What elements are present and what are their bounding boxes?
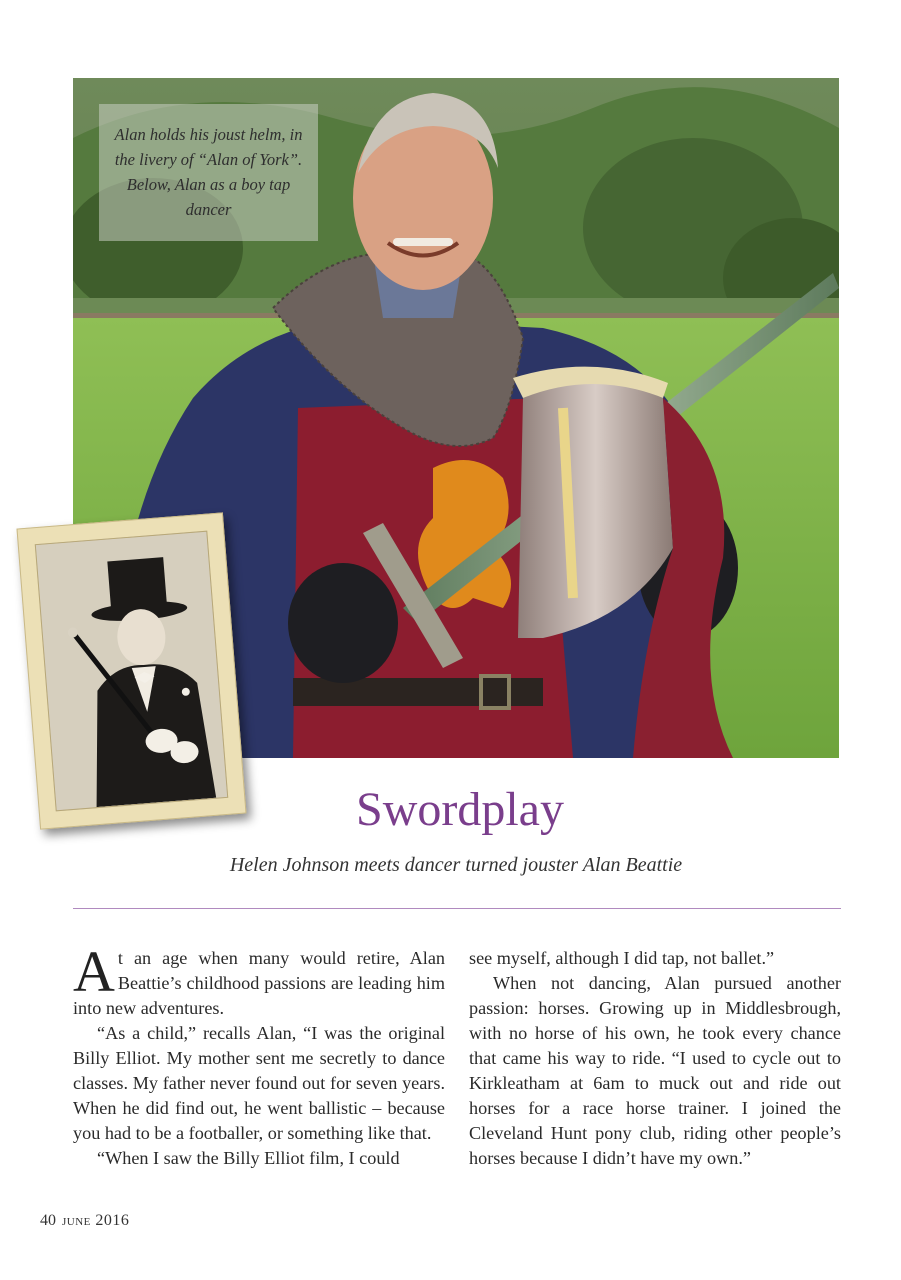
body-column-right — [469, 946, 841, 1171]
body-column-left — [73, 939, 445, 1171]
photo-caption: Alan holds his joust helm, in the livery of “Alan of York”. Below, Alan as a boy tap dancer — [99, 104, 318, 241]
paragraph-text: t an age when many would retire, Alan Beattie’s childhood passions are leading him into new adventures. — [73, 948, 445, 1018]
body-paragraph: “When I saw the Billy Elliot film, I could — [97, 1148, 400, 1168]
body-paragraph: “As a child,” recalls Alan, “I was the original Billy Elliot. My mother sent me secretly to dance classes. My father never found out for seven years. When he did find out, he went ballistic – because you had to be a footballer, or something like that. — [73, 1023, 445, 1143]
article-title: Swordplay — [356, 783, 564, 836]
article-standfirst: Helen Johnson meets dancer turned jouster Alan Beattie — [229, 854, 683, 876]
drop-cap: A — [73, 939, 115, 1004]
issue-date: june 2016 — [62, 1212, 130, 1229]
body-paragraph: see myself, although I did tap, not ballet.” — [469, 948, 775, 968]
divider-rule — [73, 908, 841, 909]
vintage-photo-frame — [16, 512, 246, 829]
page-footer — [40, 1212, 129, 1230]
body-paragraph — [73, 939, 445, 1021]
vintage-photo — [35, 531, 228, 812]
boy-dancer-illustration — [36, 532, 227, 811]
page-number: 40 — [40, 1212, 56, 1229]
body-paragraph: When not dancing, Alan pursued another passion: horses. Growing up in Middlesbrough, with no horse of his own, he took every chance that came his way to ride. “I used to cycle out to Kirkleatham at 6am to muck out and ride out horses for a race horse trainer. I joined the Cleveland Hunt pony club, riding other people’s horses because I didn’t have my own.” — [469, 973, 841, 1168]
